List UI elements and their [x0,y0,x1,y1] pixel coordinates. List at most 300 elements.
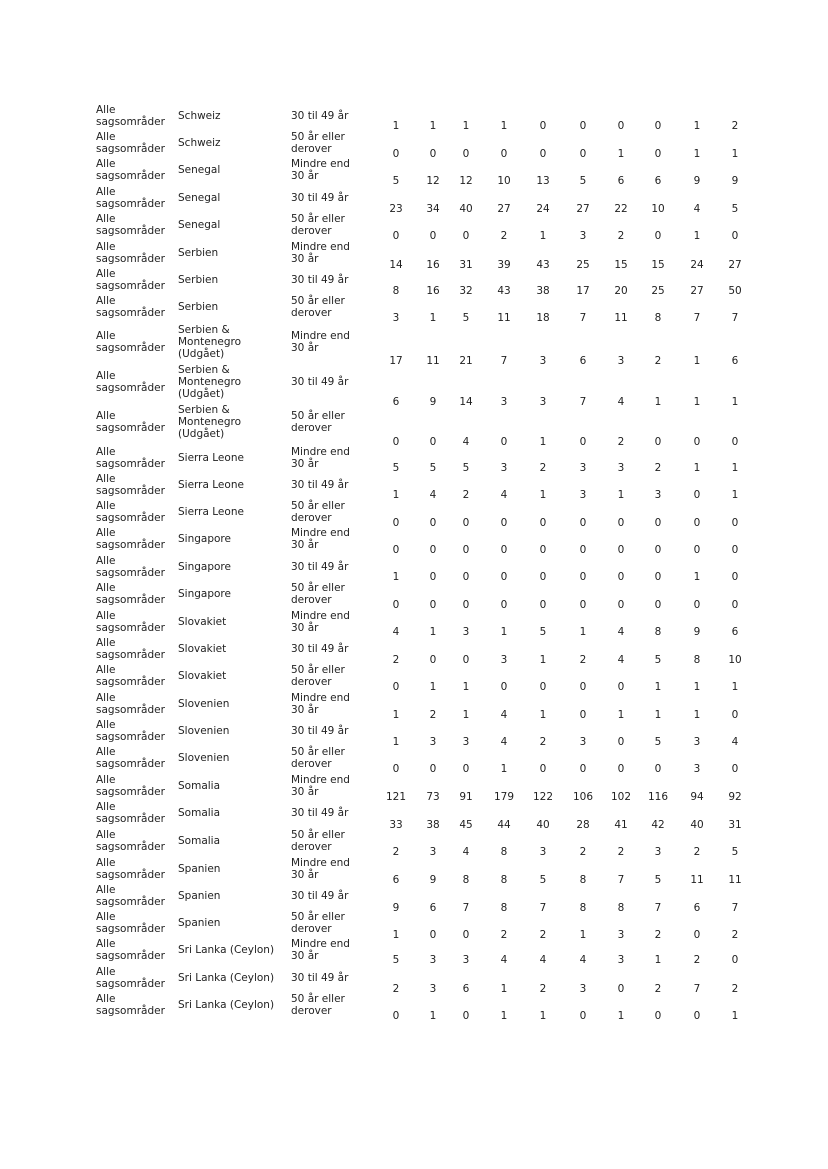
value-cell: 4 [500,709,508,721]
value-cell: 6 [731,355,739,367]
value-cell: 9 [429,874,437,886]
value-cell: 6 [392,874,400,886]
value-cell: 2 [539,736,547,748]
value-cell: 15 [651,259,665,271]
value-cell: 5 [429,462,437,474]
value-cell: 0 [654,120,662,132]
country-line: Serbien [178,247,219,259]
age-line: derover [291,307,332,319]
value-cell: 116 [647,791,669,803]
category-line: Alle [96,500,116,512]
value-cell: 1 [617,709,625,721]
value-cell: 0 [500,517,508,529]
category-line: sagsområder [96,567,165,579]
age-line: 30 til 49 år [291,376,349,388]
value-cell: 2 [429,709,437,721]
value-cell: 11 [426,355,440,367]
value-cell: 15 [614,259,628,271]
value-cell: 1 [693,681,701,693]
country-line: Serbien [178,301,219,313]
value-cell: 106 [572,791,594,803]
category-cell [96,186,165,210]
category-line: sagsområder [96,813,165,825]
value-cell: 1 [392,709,400,721]
value-cell: 8 [500,846,508,858]
value-cell: 179 [493,791,515,803]
country-line: Senegal [178,219,221,231]
age-line: 30 til 49 år [291,643,349,655]
age-line: 30 år [291,342,319,354]
country-cell [178,588,231,600]
value-cell: 0 [731,230,739,242]
age-line: derover [291,512,332,524]
value-cell: 1 [392,736,400,748]
age-line: 50 år eller [291,993,345,1005]
value-cell: 0 [392,763,400,775]
country-cell [178,863,220,875]
age-line: Mindre end [291,330,350,342]
country-cell [178,110,221,122]
value-cell: 0 [617,736,625,748]
value-cell: 3 [429,983,437,995]
country-cell [178,999,274,1011]
category-cell [96,241,165,265]
age-line: derover [291,1005,332,1017]
country-line: Slovakiet [178,670,227,682]
category-cell [96,966,165,990]
country-cell [178,247,218,259]
age-line: 50 år eller [291,829,345,841]
value-cell: 0 [539,120,547,132]
value-cell: 24 [536,203,550,215]
value-cell: 3 [462,626,470,638]
value-cell: 5 [539,874,547,886]
category-line: sagsområder [96,923,165,935]
value-cell: 1 [429,1010,437,1022]
age-cell [291,527,363,551]
country-cell [178,479,244,491]
country-cell [178,752,229,764]
category-line: sagsområder [96,198,165,210]
value-cell: 0 [617,571,625,583]
value-cell: 1 [654,954,662,966]
category-cell [96,829,165,853]
value-cell: 11 [497,312,511,324]
value-cell: 3 [392,312,400,324]
country-cell [178,725,229,737]
category-cell [96,610,165,634]
value-cell: 1 [731,396,739,408]
value-cell: 2 [617,846,625,858]
category-line: sagsområder [96,280,165,292]
category-line: sagsområder [96,458,165,470]
value-cell: 4 [693,203,701,215]
value-cell: 0 [654,763,662,775]
value-cell: 1 [392,571,400,583]
age-cell [291,890,363,902]
country-cell [178,561,231,573]
category-line: sagsområder [96,978,165,990]
country-line: Singapore [178,533,231,545]
value-cell: 4 [617,396,625,408]
value-cell: 2 [539,983,547,995]
value-cell: 6 [654,175,662,187]
value-cell: 0 [617,681,625,693]
value-cell: 4 [500,489,508,501]
value-cell: 0 [617,544,625,556]
value-cell: 0 [500,544,508,556]
country-cell [178,972,274,984]
country-cell [178,452,244,464]
value-cell: 8 [579,902,587,914]
country-line: Sri Lanka (Ceylon) [178,999,275,1011]
category-line: Alle [96,582,116,594]
value-cell: 2 [579,846,587,858]
value-cell: 0 [579,436,587,448]
value-cell: 42 [651,819,665,831]
value-cell: 6 [429,902,437,914]
age-cell [291,131,363,155]
value-cell: 17 [389,355,403,367]
age-line: 50 år eller [291,410,345,422]
value-cell: 1 [392,120,400,132]
category-line: Alle [96,884,116,896]
value-cell: 27 [497,203,511,215]
age-line: derover [291,758,332,770]
age-line: derover [291,923,332,935]
value-cell: 1 [731,681,739,693]
value-cell: 0 [693,599,701,611]
category-cell [96,884,165,908]
value-cell: 7 [693,312,701,324]
value-cell: 1 [539,489,547,501]
value-cell: 2 [654,355,662,367]
value-cell: 3 [500,654,508,666]
age-cell [291,911,363,935]
value-cell: 2 [731,983,739,995]
value-cell: 4 [462,436,470,448]
value-cell: 1 [654,709,662,721]
value-cell: 0 [731,571,739,583]
country-line: Spanien [178,917,221,929]
value-cell: 3 [617,462,625,474]
value-cell: 1 [731,148,739,160]
value-cell: 0 [392,436,400,448]
value-cell: 43 [497,285,511,297]
category-line: Alle [96,637,116,649]
age-cell [291,664,363,688]
value-cell: 7 [693,983,701,995]
age-cell [291,446,363,470]
value-cell: 11 [690,874,704,886]
category-line: sagsområder [96,594,165,606]
country-line: Singapore [178,561,231,573]
value-cell: 1 [617,148,625,160]
value-cell: 7 [579,312,587,324]
age-line: Mindre end [291,857,350,869]
value-cell: 2 [500,230,508,242]
category-cell [96,664,165,688]
value-cell: 11 [614,312,628,324]
value-cell: 1 [693,709,701,721]
value-cell: 3 [579,230,587,242]
category-cell [96,774,165,798]
value-cell: 3 [579,462,587,474]
value-cell: 0 [462,544,470,556]
category-line: sagsområder [96,950,165,962]
category-cell [96,446,165,470]
value-cell: 1 [462,709,470,721]
country-cell [178,219,220,231]
country-cell [178,780,220,792]
category-cell [96,801,165,825]
value-cell: 0 [429,230,437,242]
country-cell [178,404,241,440]
value-cell: 0 [392,517,400,529]
category-line: sagsområder [96,676,165,688]
category-cell [96,330,165,354]
country-cell [178,944,274,956]
value-cell: 7 [462,902,470,914]
country-cell [178,364,241,400]
value-cell: 10 [728,654,742,666]
category-line: sagsområder [96,731,165,743]
value-cell: 5 [654,736,662,748]
age-cell [291,158,363,182]
value-cell: 0 [392,599,400,611]
category-line: Alle [96,966,116,978]
value-cell: 1 [500,626,508,638]
value-cell: 3 [617,954,625,966]
value-cell: 0 [731,436,739,448]
value-cell: 1 [654,681,662,693]
age-cell [291,213,363,237]
value-cell: 0 [693,544,701,556]
value-cell: 91 [459,791,473,803]
value-cell: 0 [500,148,508,160]
value-cell: 1 [462,120,470,132]
value-cell: 2 [579,654,587,666]
value-cell: 0 [462,571,470,583]
value-cell: 0 [617,120,625,132]
age-line: 50 år eller [291,746,345,758]
category-line: Alle [96,829,116,841]
age-cell [291,857,363,881]
age-line: Mindre end [291,692,350,704]
age-cell [291,972,363,984]
age-cell [291,643,363,655]
country-line: Spanien [178,863,221,875]
value-cell: 2 [539,929,547,941]
value-cell: 38 [426,819,440,831]
category-cell [96,911,165,935]
value-cell: 6 [693,902,701,914]
value-cell: 6 [462,983,470,995]
value-cell: 3 [579,983,587,995]
value-cell: 4 [579,954,587,966]
category-line: Alle [96,993,116,1005]
category-line: Alle [96,938,116,950]
country-line: Slovenien [178,725,230,737]
value-cell: 2 [617,230,625,242]
category-line: Alle [96,555,116,567]
value-cell: 9 [429,396,437,408]
category-line: sagsområder [96,485,165,497]
age-line: 50 år eller [291,500,345,512]
age-cell [291,410,363,434]
value-cell: 0 [579,763,587,775]
country-cell [178,643,226,655]
value-cell: 0 [731,599,739,611]
value-cell: 13 [536,175,550,187]
value-cell: 12 [459,175,473,187]
country-line: Senegal [178,192,221,204]
age-cell [291,479,363,491]
value-cell: 27 [576,203,590,215]
age-line: derover [291,594,332,606]
value-cell: 3 [579,736,587,748]
value-cell: 0 [579,517,587,529]
value-cell: 8 [462,874,470,886]
value-cell: 0 [693,1010,701,1022]
country-cell [178,890,220,902]
value-cell: 3 [539,396,547,408]
value-cell: 8 [654,312,662,324]
value-cell: 0 [731,517,739,529]
value-cell: 1 [392,489,400,501]
category-line: sagsområder [96,758,165,770]
age-line: 30 til 49 år [291,890,349,902]
value-cell: 4 [731,736,739,748]
value-cell: 0 [539,599,547,611]
value-cell: 0 [654,148,662,160]
category-line: Alle [96,746,116,758]
age-line: Mindre end [291,527,350,539]
value-cell: 1 [617,1010,625,1022]
value-cell: 0 [429,571,437,583]
age-line: Mindre end [291,158,350,170]
value-cell: 1 [693,148,701,160]
category-line: sagsområder [96,512,165,524]
value-cell: 2 [462,489,470,501]
value-cell: 73 [426,791,440,803]
value-cell: 1 [539,230,547,242]
value-cell: 0 [462,1010,470,1022]
value-cell: 1 [500,120,508,132]
category-line: sagsområder [96,622,165,634]
country-line: Slovakiet [178,616,227,628]
value-cell: 0 [462,763,470,775]
value-cell: 0 [392,148,400,160]
age-cell [291,376,363,388]
value-cell: 41 [614,819,628,831]
value-cell: 34 [426,203,440,215]
value-cell: 1 [731,462,739,474]
value-cell: 3 [539,846,547,858]
age-cell [291,582,363,606]
country-line: (Udgået) [178,388,225,400]
category-cell [96,746,165,770]
value-cell: 7 [500,355,508,367]
value-cell: 0 [500,436,508,448]
value-cell: 122 [532,791,554,803]
value-cell: 102 [610,791,632,803]
value-cell: 0 [392,544,400,556]
value-cell: 31 [728,819,742,831]
category-line: Alle [96,719,116,731]
value-cell: 5 [462,462,470,474]
value-cell: 0 [429,436,437,448]
value-cell: 2 [539,462,547,474]
value-cell: 25 [576,259,590,271]
value-cell: 3 [429,846,437,858]
category-line: Alle [96,186,116,198]
value-cell: 0 [579,681,587,693]
value-cell: 0 [617,517,625,529]
value-cell: 1 [539,709,547,721]
value-cell: 5 [539,626,547,638]
value-cell: 12 [426,175,440,187]
value-cell: 0 [731,544,739,556]
value-cell: 0 [500,571,508,583]
category-line: Alle [96,131,116,143]
value-cell: 28 [576,819,590,831]
value-cell: 2 [693,846,701,858]
value-cell: 1 [539,436,547,448]
age-line: derover [291,676,332,688]
category-line: Alle [96,692,116,704]
value-cell: 0 [617,983,625,995]
country-line: Schweiz [178,137,221,149]
value-cell: 0 [392,230,400,242]
value-cell: 0 [462,517,470,529]
value-cell: 14 [459,396,473,408]
category-cell [96,131,165,155]
value-cell: 92 [728,791,742,803]
value-cell: 1 [392,929,400,941]
country-cell [178,835,220,847]
value-cell: 0 [654,571,662,583]
value-cell: 0 [539,571,547,583]
country-line: (Udgået) [178,348,225,360]
category-line: sagsområder [96,253,165,265]
value-cell: 0 [654,599,662,611]
category-line: sagsområder [96,869,165,881]
age-line: 30 til 49 år [291,725,349,737]
value-cell: 50 [728,285,742,297]
value-cell: 0 [462,599,470,611]
age-cell [291,330,363,354]
category-line: Alle [96,330,116,342]
value-cell: 7 [731,312,739,324]
country-cell [178,164,220,176]
category-line: sagsområder [96,170,165,182]
category-cell [96,213,165,237]
value-cell: 0 [579,544,587,556]
value-cell: 0 [392,1010,400,1022]
value-cell: 1 [693,355,701,367]
country-line: Sri Lanka (Ceylon) [178,944,275,956]
value-cell: 4 [500,954,508,966]
value-cell: 39 [497,259,511,271]
category-cell [96,555,165,579]
category-line: Alle [96,774,116,786]
category-line: Alle [96,664,116,676]
value-cell: 0 [731,954,739,966]
country-line: Sierra Leone [178,506,244,518]
country-line: (Udgået) [178,428,225,440]
value-cell: 0 [429,929,437,941]
